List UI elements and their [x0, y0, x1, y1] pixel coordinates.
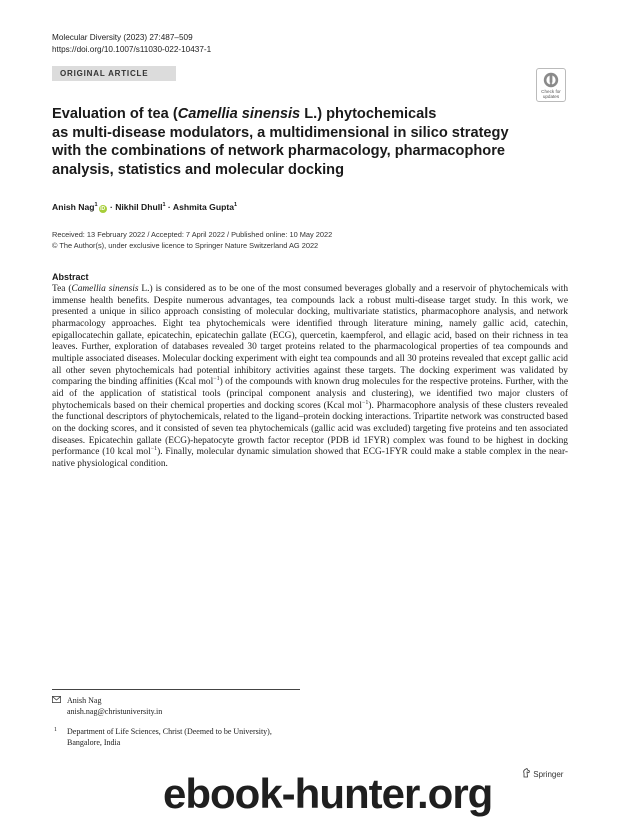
affiliation-number: 1: [54, 727, 57, 733]
watermark: ebook-hunter.org: [163, 770, 493, 817]
journal-citation: Molecular Diversity (2023) 27:487–509: [52, 33, 193, 42]
journal-header: [52, 32, 211, 56]
author-list: Anish Nag$^1$iD · Nikhil Dhull$^1$ · Ashmita Gupta$^1$: [52, 202, 238, 212]
check-updates-text: Check for updates: [541, 89, 561, 100]
journal-doi[interactable]: https://doi.org/10.1007/s11030-022-10437-1: [52, 45, 212, 54]
author-name[interactable]: Ashmita Gupta: [172, 202, 234, 212]
copyright-line: © The Author(s), under exclusive licence to Springer Nature Switzerland AG 2022: [52, 240, 319, 250]
abstract-heading: Abstract: [52, 272, 89, 282]
corresponding-author-email[interactable]: anish.nag@christuniversity.in: [67, 707, 163, 716]
author-name[interactable]: Anish Nag: [52, 202, 95, 212]
check-updates-icon: [543, 72, 559, 88]
article-title: Evaluation of tea (Camellia sinensis L.) phytochemicals as multi-disease modulators, a multidimensional in silico strategy with the combinations of network pharmacology, pharmacophore analysis, statistics and molecular docking: [52, 106, 509, 178]
publication-dates: [52, 230, 332, 252]
corresponding-author-name: Anish Nag: [67, 696, 102, 705]
affiliation-text: Department of Life Sciences, Christ (Deemed to be University), Bangalore, India: [67, 727, 272, 747]
date-history: Received: 13 February 2022 / Accepted: 7 April 2022 / Published online: 10 May 2022: [52, 230, 333, 239]
footnote-divider: [52, 689, 300, 690]
orcid-icon[interactable]: iD: [100, 206, 106, 212]
publisher-logo: Springer: [522, 768, 563, 779]
envelope-icon: [52, 696, 61, 703]
abstract-body: Tea (Camellia sinensis L.) is considered as to be one of the most consumed beverages globally and a reservoir of phytochemicals with immense health benefits. Despite numerous advantages, tea compounds lack a robust multi-disease target study. In this work, we presented a unique in silico approach consisting of molecular docking, multivariate statistics, pharmacophore analysis, and network pharmacology approaches. Eight tea phytochemicals were identified through literature mining, namely gallic acid, catechin, epigallocatechin gallate, epicatechin, epicatechin gallate (ECG), quercetin, kaempferol, and ellagic acid, based on their richness in tea leaves. Further, exploration of databases revealed 30 target proteins related to the pharmacological properties of tea compounds and multiple associated diseases. Molecular docking experiment with eight tea compounds and all 30 proteins revealed that except gallic acid all other seven phytochemicals had potential inhibitory activities against these targets. The docking experiment was validated by comparing the binding affinities (Kcal mol$^{-1}$) of the compounds with known drug molecules for the respective proteins. Further, with the aid of the application of statistical tools (principal component analysis and clustering), we identified two major clusters of phytochemicals based on their chemical properties and docking scores (Kcal mol$^{-1}$). Pharmacophore analysis of these clusters revealed the functional descriptors of phytochemicals, related to the ligand–protein docking interactions. Tripartite network was constructed based on the docking scores, and it consisted of seven tea phytochemicals (gallic acid was excluded) targeting five proteins and ten associated diseases. Epicatechin gallate (ECG)-hepatocyte growth factor receptor (PDB id 1FYR) complex was found to be highest in docking performance (10 kcal mol$^{-1}$). Finally, molecular dynamic simulation showed that ECG-1FYR could make a stable complex in the near-native physiological condition.: [52, 284, 569, 469]
author-name[interactable]: Nikhil Dhull: [115, 202, 163, 212]
check-for-updates-badge[interactable]: [536, 68, 566, 102]
article-type-label: ORIGINAL ARTICLE: [52, 66, 176, 81]
